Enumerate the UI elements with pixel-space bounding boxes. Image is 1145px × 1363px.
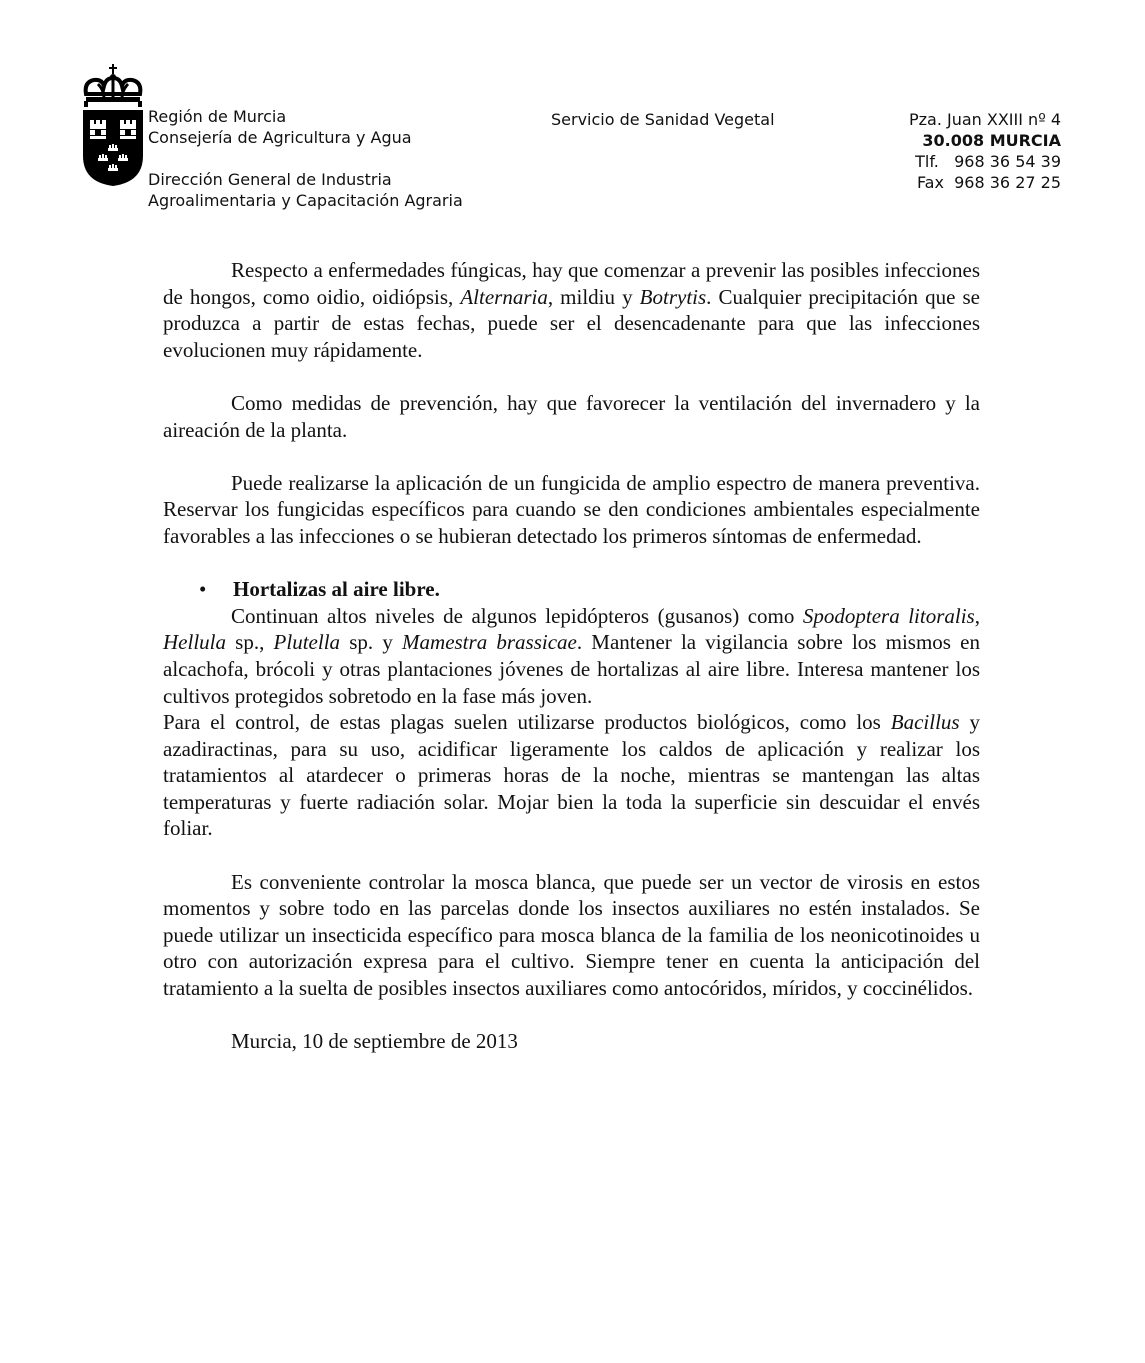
- region-coat-of-arms-icon: [80, 64, 146, 188]
- org-department: Consejería de Agricultura y Agua: [148, 128, 412, 147]
- document-date: Murcia, 10 de septiembre de 2013: [231, 1029, 518, 1054]
- paragraph-fungal-diseases: Respecto a enfermedades fúngicas, hay que comenzar a prevenir las posibles infecciones de hongos, como oidio, oidiópsis, Alternaria, mildiu y Botrytis. Cualquier precipitación que se produzca a partir de estas fechas, puede ser el desencadenante para que las infecciones evolucionen muy rápidamente.: [163, 258, 980, 362]
- address-street: Pza. Juan XXIII nº 4: [908, 110, 1061, 129]
- org-region: Región de Murcia: [148, 107, 287, 126]
- address-phone: Tlf. 968 36 54 39: [915, 152, 1061, 171]
- address-fax: Fax 968 36 27 25: [916, 173, 1061, 192]
- paragraph-pest-control: Para el control, de estas plagas suelen utilizarse productos biológicos, como los Bacillus y azadiractinas, para su uso, acidificar ligeramente los caldos de aplicación y realizar los tratamientos al atardecer o primeras horas de la noche, mientras se mantengan las altas temperaturas y fuerte radiación solar. Mojar bien la toda la superficie sin descuidar el envés foliar.: [163, 710, 981, 841]
- section-heading-outdoor-vegetables: [163, 576, 980, 603]
- org-directorate-line1: Dirección General de Industria: [148, 170, 392, 189]
- section-title: Hortalizas al aire libre.: [233, 577, 440, 602]
- address-block: [909, 109, 1061, 193]
- paragraph-prevention: Como medidas de prevención, hay que favorecer la ventilación del invernadero y la aireación de la planta.: [163, 390, 980, 442]
- bullet-icon: •: [199, 577, 207, 602]
- organization-block: [148, 106, 412, 148]
- organization-directorate: [148, 169, 463, 211]
- paragraph-lepidoptera: Continuan altos niveles de algunos lepidópteros (gusanos) como Spodoptera litoralis, Hellula sp., Plutella sp. y Mamestra brassicae. Mantener la vigilancia sobre los mismos en alcachofa, brócoli y otras plantaciones jóvenes de hortalizas al aire libre. Interesa mantener los cultivos protegidos sobretodo en la fase más joven.: [163, 603, 980, 708]
- service-name: Servicio de Sanidad Vegetal: [551, 110, 775, 129]
- address-city: 30.008 MURCIA: [922, 131, 1061, 150]
- org-directorate-line2: Agroalimentaria y Capacitación Agraria: [148, 191, 463, 210]
- paragraph-whitefly: Es conveniente controlar la mosca blanca, que puede ser un vector de virosis en estos momentos y sobre todo en las parcelas donde los insectos auxiliares no estén instalados. Se puede utilizar un insecticida específico para mosca blanca de la familia de los neonicotinoides u otro con autorización expresa para el cultivo. Siempre tener en cuenta la anticipación del tratamiento a la suelta de posibles insectos auxiliares como antocóridos, míridos, y coccinélidos.: [163, 869, 980, 1001]
- document-body: [163, 257, 980, 1081]
- paragraph-fungicide: Puede realizarse la aplicación de un fungicida de amplio espectro de manera preventiva. Reservar los fungicidas específicos para cuando se den condiciones ambientales especialmente favorables a las infecciones o se hubieran detectado los primeros síntomas de enfermedad.: [163, 470, 980, 548]
